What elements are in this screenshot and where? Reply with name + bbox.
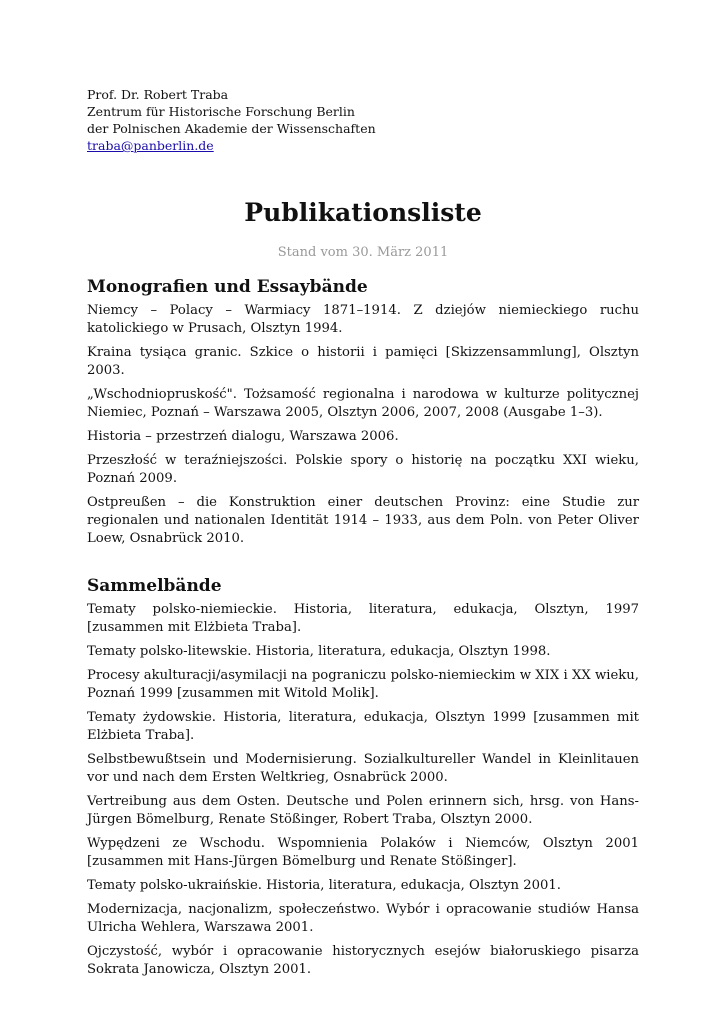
list-item: Niemcy – Polacy – Warmiacy 1871–1914. Z dziejów niemieckiego ruchu katolickiego w Prusach, Olsztyn 1994.: [87, 303, 639, 336]
section-heading-monographs: Monografien und Essaybände: [87, 277, 368, 297]
list-item: Wypędzeni ze Wschodu. Wspomnienia Polaków i Niemców, Olsztyn 2001 [zusammen mit Hans-Jürgen Bömelburg und Renate Stößinger].: [87, 836, 639, 869]
list-item: Tematy polsko-niemieckie. Historia, literatura, edukacja, Olsztyn, 1997 [zusammen mit Elżbieta Traba].: [87, 602, 639, 635]
list-item: Vertreibung aus dem Osten. Deutsche und Polen erinnern sich, hrsg. von Hans-Jürgen Bömelburg, Renate Stößinger, Robert Traba, Olsztyn 2000.: [87, 794, 639, 827]
list-item: Modernizacja, nacjonalizm, społeczeństwo. Wybór i opracowanie studiów Hansa Ulricha Wehlera, Warszawa 2001.: [87, 902, 639, 935]
page-title: Publikationsliste: [244, 198, 482, 227]
revision-date: Stand vom 30. März 2011: [277, 245, 449, 260]
author-email-link[interactable]: traba@panberlin.de: [87, 138, 214, 153]
monographs-list: [87, 302, 639, 548]
author-name: Prof. Dr. Robert Traba: [87, 87, 229, 102]
list-item: Ojczystość, wybór i opracowanie historycznych esejów białoruskiego pisarza Sokrata Janowicza, Olsztyn 2001.: [87, 944, 639, 977]
author-header: [87, 86, 639, 154]
edited-volumes-list: [87, 601, 639, 979]
list-item: Tematy żydowskie. Historia, literatura, edukacja, Olsztyn 1999 [zusammen mit Elżbieta Traba].: [87, 710, 639, 743]
list-item: Selbstbewußtsein und Modernisierung. Sozialkultureller Wandel in Kleinlitauen vor und nach dem Ersten Weltkrieg, Osnabrück 2000.: [87, 752, 639, 785]
section-heading-edited-volumes: Sammelbände: [87, 576, 222, 596]
list-item: Kraina tysiąca granic. Szkice o historii i pamięci [Skizzensammlung], Olsztyn 2003.: [87, 345, 639, 378]
list-item: Tematy polsko-litewskie. Historia, literatura, edukacja, Olsztyn 1998.: [87, 644, 551, 659]
list-item: „Wschodniopruskość". Tożsamość regionalna i narodowa w kulturze politycznej Niemiec, Poznań – Warszawa 2005, Olsztyn 2006, 2007, 2008 (Ausgabe 1–3).: [87, 387, 639, 420]
list-item: Ostpreußen – die Konstruktion einer deutschen Provinz: eine Studie zur regionalen und nationalen Identität 1914 – 1933, aus dem Poln. von Peter Oliver Loew, Osnabrück 2010.: [87, 495, 639, 546]
list-item: Przeszłość w teraźniejszości. Polskie spory o historię na początku XXI wieku, Poznań 2009.: [87, 453, 639, 486]
list-item: Historia – przestrzeń dialogu, Warszawa 2006.: [87, 429, 399, 444]
author-email-line: [87, 137, 639, 154]
author-academy: der Polnischen Akademie der Wissenschaften: [87, 121, 376, 136]
author-institution: Zentrum für Historische Forschung Berlin: [87, 104, 355, 119]
document-page: [87, 86, 639, 985]
list-item: Tematy polsko-ukraińskie. Historia, literatura, edukacja, Olsztyn 2001.: [87, 878, 561, 893]
list-item: Procesy akulturacji/asymilacji na pograniczu polsko-niemieckim w XIX i XX wieku, Poznań 1999 [zusammen mit Witold Molik].: [87, 668, 639, 701]
